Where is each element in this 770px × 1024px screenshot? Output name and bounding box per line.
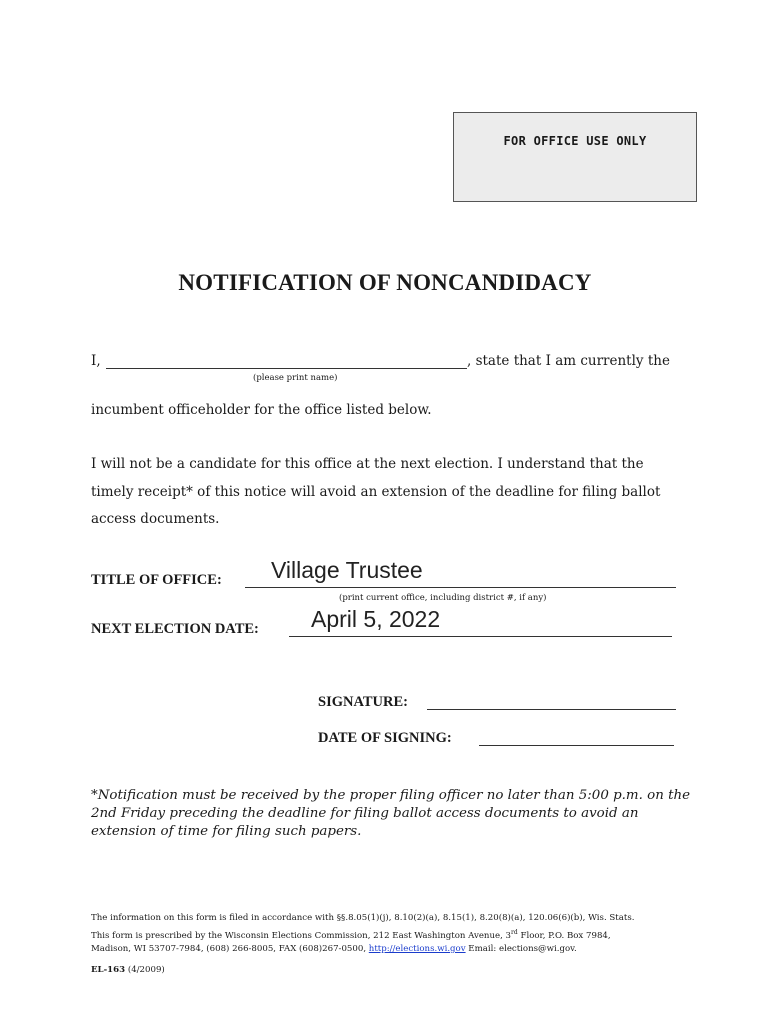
info-line-1: The information on this form is filed in accordance with §§.8.05(1)(j), 8.10(2)(a), 8.15(1), 8.20(8)(a), 120.06(6)(b), Wis. Stats. [91, 913, 635, 923]
office-use-label: FOR OFFICE USE ONLY [503, 134, 647, 148]
declaration-line-2: timely receipt* of this notice will avoid an extension of the deadline for filing ballot [91, 484, 661, 500]
title-of-office-line [245, 587, 676, 588]
receipt-footnote: *Notification must be received by the proper filing officer no later than 5:00 p.m. on the 2nd Friday preceding the deadline for filing ballot access documents to avoid an extension of time for filing such papers. [91, 788, 691, 839]
next-election-date-value[interactable]: April 5, 2022 [311, 606, 441, 632]
elections-website-link[interactable]: http://elections.wi.gov [368, 943, 466, 954]
info-line-3 [91, 943, 691, 957]
next-election-date-label: NEXT ELECTION DATE: [91, 621, 259, 637]
signature-label: SIGNATURE: [318, 694, 408, 710]
signature-line[interactable] [427, 709, 676, 710]
declaration-line-3: access documents. [91, 511, 220, 527]
declaration-line-1: I will not be a candidate for this office at the next election. I understand that the [91, 456, 644, 472]
printed-name-line[interactable] [106, 368, 467, 369]
next-election-date-line [289, 636, 672, 637]
title-of-office-label: TITLE OF OFFICE: [91, 572, 222, 588]
info-line-2 [91, 926, 691, 943]
statutory-info [91, 912, 691, 956]
date-of-signing-line[interactable] [479, 745, 674, 746]
page-title: NOTIFICATION OF NONCANDIDACY [178, 270, 592, 295]
info-line-3-text: Madison, WI 53707-7984, (608) 266-8005, FAX (608)267-0500, [91, 943, 369, 954]
statement-prefix: I, [91, 353, 101, 369]
info-line-2-superscript: rd [511, 928, 518, 936]
office-use-box [453, 112, 697, 202]
title-of-office-caption: (print current office, including district #, if any) [339, 593, 547, 603]
title-of-office-value[interactable]: Village Trustee [271, 557, 423, 583]
form-date: (4/2009) [125, 965, 165, 975]
form-id [91, 965, 165, 975]
form-code: EL-163 [91, 965, 126, 975]
date-of-signing-label: DATE OF SIGNING: [318, 730, 452, 746]
info-line-3-email: Email: elections@wi.gov. [465, 943, 577, 954]
info-line-2-text: This form is prescribed by the Wisconsin Elections Commission, 212 East Washington Avenue, 3 [91, 930, 512, 941]
info-line-2-text-end: Floor, P.O. Box 7984, [517, 930, 611, 941]
statement-suffix: , state that I am currently the [467, 353, 670, 369]
printed-name-caption: (please print name) [253, 373, 338, 383]
statement-line-2: incumbent officeholder for the office listed below. [91, 402, 432, 418]
